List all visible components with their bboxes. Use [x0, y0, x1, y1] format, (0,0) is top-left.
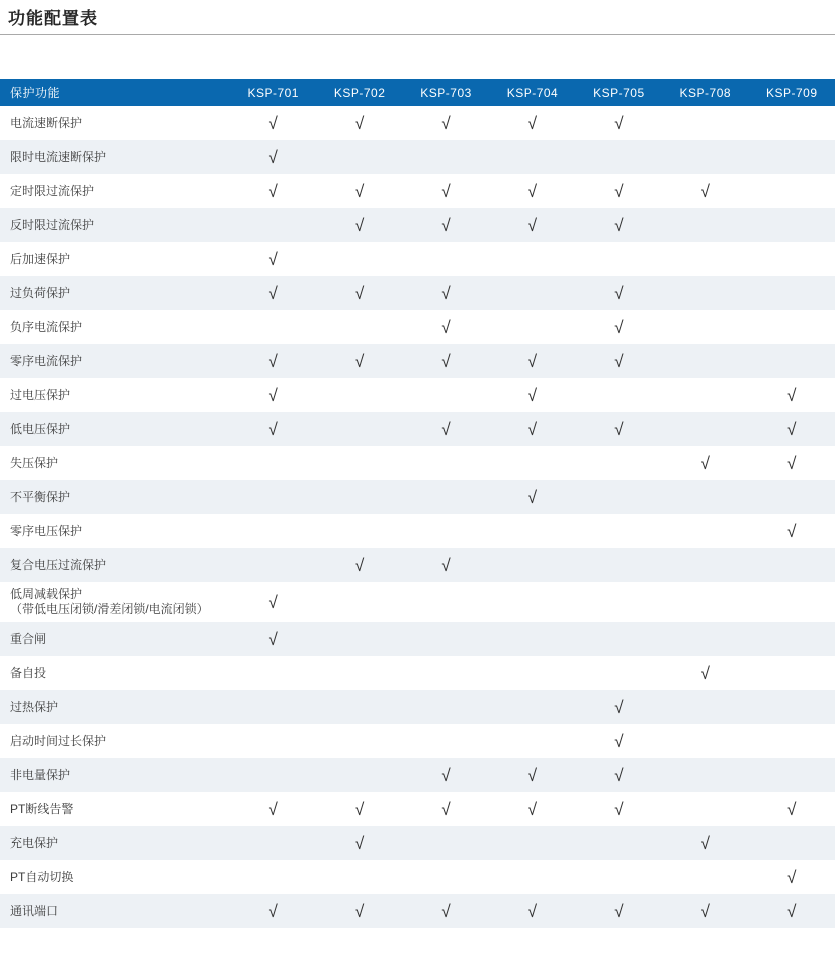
check-cell-checked: [403, 801, 489, 818]
row-label-cell: [0, 150, 230, 165]
check-mark-icon: √: [354, 901, 365, 921]
row-label-cell: [0, 320, 230, 335]
check-cell-checked: [749, 801, 835, 818]
check-cell-checked: [230, 594, 316, 611]
check-cell-checked: [576, 285, 662, 302]
row-label-cell: [0, 218, 230, 233]
table-row: [0, 310, 835, 344]
check-mark-icon: √: [441, 901, 451, 921]
row-label-cell: [0, 632, 230, 647]
check-mark-icon: √: [268, 147, 278, 167]
check-mark-icon: √: [268, 901, 278, 921]
row-label-cell: [0, 734, 230, 749]
row-label: 复合电压过流保护: [10, 557, 107, 572]
row-label: 充电保护: [10, 835, 59, 850]
check-mark-icon: √: [441, 113, 451, 133]
page-title: 功能配置表: [8, 9, 98, 28]
check-cell-checked: [662, 665, 748, 682]
table-row: [0, 622, 835, 656]
check-mark-icon: √: [441, 215, 451, 235]
row-label-cell: [0, 116, 230, 131]
column-header-model: KSP-704: [506, 85, 559, 100]
check-cell-checked: [749, 903, 835, 920]
check-cell-checked: [576, 217, 662, 234]
table-header-row: [0, 79, 835, 106]
column-header-protection-function: 保护功能: [10, 86, 61, 100]
check-cell-checked: [662, 183, 748, 200]
table-row: [0, 208, 835, 242]
table-row: [0, 826, 835, 860]
table-row: [0, 174, 835, 208]
check-mark-icon: √: [527, 901, 538, 921]
check-cell-checked: [403, 285, 489, 302]
check-cell-checked: [576, 801, 662, 818]
table-row: [0, 480, 835, 514]
check-cell-checked: [576, 767, 662, 784]
row-label: 限时电流速断保护: [10, 149, 107, 164]
check-cell-checked: [489, 183, 575, 200]
check-cell-checked: [403, 421, 489, 438]
check-cell-checked: [489, 421, 575, 438]
table-row: [0, 656, 835, 690]
check-cell-checked: [403, 183, 489, 200]
check-mark-icon: √: [614, 283, 624, 303]
table-row: [0, 548, 835, 582]
row-label: 定时限过流保护: [10, 183, 95, 198]
check-cell-checked: [749, 869, 835, 886]
check-mark-icon: √: [441, 181, 451, 201]
check-mark-icon: √: [700, 453, 710, 473]
check-cell-checked: [316, 115, 402, 132]
row-label-cell: [0, 802, 230, 817]
check-cell-checked: [576, 699, 662, 716]
check-cell-checked: [316, 183, 402, 200]
check-mark-icon: √: [527, 351, 538, 371]
table-row: [0, 344, 835, 378]
check-mark-icon: √: [527, 113, 538, 133]
row-label: 过电压保护: [10, 387, 71, 402]
check-mark-icon: √: [268, 181, 278, 201]
check-mark-icon: √: [268, 249, 278, 269]
table-row: [0, 276, 835, 310]
check-cell-checked: [403, 903, 489, 920]
check-mark-icon: √: [787, 867, 797, 887]
table-row: [0, 242, 835, 276]
check-mark-icon: √: [354, 181, 365, 201]
row-label: 反时限过流保护: [10, 217, 95, 232]
row-label-cell: [0, 558, 230, 573]
check-mark-icon: √: [614, 419, 624, 439]
row-label-cell: [0, 870, 230, 885]
check-mark-icon: √: [354, 555, 365, 575]
check-mark-icon: √: [441, 351, 451, 371]
check-mark-icon: √: [441, 799, 451, 819]
check-mark-icon: √: [527, 419, 538, 439]
check-mark-icon: √: [354, 799, 365, 819]
check-mark-icon: √: [354, 215, 365, 235]
check-cell-checked: [230, 801, 316, 818]
table-row: [0, 412, 835, 446]
check-mark-icon: √: [441, 555, 451, 575]
check-cell-checked: [230, 285, 316, 302]
check-mark-icon: √: [700, 901, 710, 921]
check-cell-checked: [576, 319, 662, 336]
function-config-table: [0, 79, 835, 928]
check-cell-checked: [230, 421, 316, 438]
check-mark-icon: √: [614, 181, 624, 201]
check-mark-icon: √: [614, 697, 624, 717]
row-label: 启动时间过长保护: [10, 733, 107, 748]
row-label: 备自投: [10, 665, 47, 680]
column-header-model: KSP-709: [765, 85, 818, 100]
check-mark-icon: √: [614, 113, 624, 133]
row-label-cell: [0, 490, 230, 505]
row-label: 零序电压保护: [10, 523, 83, 538]
check-mark-icon: √: [527, 181, 538, 201]
table-row: [0, 106, 835, 140]
check-mark-icon: √: [614, 731, 624, 751]
table-row: [0, 378, 835, 412]
check-cell-checked: [316, 217, 402, 234]
check-mark-icon: √: [614, 901, 624, 921]
check-mark-icon: √: [354, 833, 365, 853]
check-cell-checked: [489, 217, 575, 234]
check-mark-icon: √: [614, 799, 624, 819]
check-mark-icon: √: [787, 419, 797, 439]
table-row: [0, 690, 835, 724]
column-header-model: KSP-705: [593, 85, 645, 100]
table-row: [0, 860, 835, 894]
check-cell-checked: [489, 387, 575, 404]
check-cell-checked: [489, 903, 575, 920]
check-mark-icon: √: [700, 181, 710, 201]
check-mark-icon: √: [787, 901, 797, 921]
check-cell-checked: [230, 903, 316, 920]
row-label: 低电压保护: [10, 421, 71, 436]
check-cell-checked: [749, 455, 835, 472]
check-cell-checked: [230, 149, 316, 166]
check-cell-checked: [316, 801, 402, 818]
check-mark-icon: √: [614, 351, 624, 371]
check-mark-icon: √: [268, 629, 278, 649]
check-mark-icon: √: [614, 317, 624, 337]
check-mark-icon: √: [527, 385, 538, 405]
check-cell-checked: [749, 421, 835, 438]
check-mark-icon: √: [787, 799, 797, 819]
row-label-cell: [0, 286, 230, 301]
check-mark-icon: √: [787, 385, 797, 405]
row-label: 电流速断保护: [10, 115, 83, 130]
check-mark-icon: √: [527, 215, 538, 235]
check-cell-checked: [316, 903, 402, 920]
row-label-cell: [0, 587, 230, 617]
check-mark-icon: √: [268, 113, 278, 133]
row-label-cell: [0, 184, 230, 199]
row-label-cell: [0, 252, 230, 267]
check-cell-checked: [230, 251, 316, 268]
check-cell-checked: [316, 353, 402, 370]
row-label: 非电量保护: [10, 767, 71, 782]
check-mark-icon: √: [354, 351, 365, 371]
page: [0, 9, 835, 960]
check-cell-checked: [316, 835, 402, 852]
row-sublabel: （带低电压闭锁/滑差闭锁/电流闭锁）: [10, 602, 209, 616]
check-cell-checked: [403, 557, 489, 574]
check-cell-checked: [662, 455, 748, 472]
table-row: [0, 724, 835, 758]
row-label: 负序电流保护: [10, 319, 83, 334]
row-label-cell: [0, 524, 230, 539]
table-row: [0, 514, 835, 548]
row-label-cell: [0, 666, 230, 681]
check-cell-checked: [576, 421, 662, 438]
row-label-cell: [0, 904, 230, 919]
check-mark-icon: √: [700, 663, 710, 683]
check-cell-checked: [489, 801, 575, 818]
check-mark-icon: √: [614, 215, 624, 235]
row-label: 通讯端口: [10, 903, 59, 918]
check-cell-checked: [403, 115, 489, 132]
row-label: 过负荷保护: [10, 285, 71, 300]
check-mark-icon: √: [527, 799, 538, 819]
check-cell-checked: [230, 353, 316, 370]
check-cell-checked: [230, 115, 316, 132]
row-label: PT自动切换: [10, 869, 74, 884]
check-cell-checked: [403, 319, 489, 336]
table-row: [0, 792, 835, 826]
table-row: [0, 446, 835, 480]
row-label: 重合闸: [10, 631, 47, 646]
check-mark-icon: √: [268, 592, 278, 612]
check-cell-checked: [662, 835, 748, 852]
check-cell-checked: [489, 115, 575, 132]
row-label-cell: [0, 422, 230, 437]
check-cell-checked: [230, 387, 316, 404]
check-cell-checked: [662, 903, 748, 920]
row-label-cell: [0, 388, 230, 403]
check-cell-checked: [489, 767, 575, 784]
check-mark-icon: √: [441, 317, 451, 337]
row-label: 低周减载保护: [10, 587, 83, 601]
check-cell-checked: [576, 183, 662, 200]
check-mark-icon: √: [354, 113, 365, 133]
table-row: [0, 894, 835, 928]
check-cell-checked: [316, 285, 402, 302]
check-cell-checked: [489, 489, 575, 506]
column-header-model: KSP-708: [679, 85, 732, 100]
check-cell-checked: [230, 631, 316, 648]
row-label-cell: [0, 700, 230, 715]
check-mark-icon: √: [354, 283, 365, 303]
table-row: [0, 140, 835, 174]
check-cell-checked: [749, 387, 835, 404]
column-header-model: KSP-702: [333, 85, 386, 100]
check-cell-checked: [749, 523, 835, 540]
check-mark-icon: √: [787, 453, 797, 473]
row-label-cell: [0, 456, 230, 471]
check-cell-checked: [403, 767, 489, 784]
check-mark-icon: √: [527, 487, 538, 507]
check-cell-checked: [576, 903, 662, 920]
check-mark-icon: √: [700, 833, 710, 853]
check-cell-checked: [576, 733, 662, 750]
table-row: [0, 582, 835, 622]
row-label: 后加速保护: [10, 251, 71, 266]
check-mark-icon: √: [268, 799, 278, 819]
check-mark-icon: √: [527, 765, 538, 785]
column-header-model: KSP-701: [247, 85, 299, 100]
check-cell-checked: [316, 557, 402, 574]
row-label: 不平衡保护: [10, 489, 71, 504]
check-mark-icon: √: [441, 765, 451, 785]
table-row: [0, 758, 835, 792]
check-cell-checked: [489, 353, 575, 370]
check-mark-icon: √: [787, 521, 797, 541]
check-mark-icon: √: [441, 283, 451, 303]
check-cell-checked: [230, 183, 316, 200]
check-cell-checked: [576, 115, 662, 132]
check-mark-icon: √: [268, 351, 278, 371]
row-label-cell: [0, 836, 230, 851]
check-cell-checked: [403, 353, 489, 370]
check-cell-checked: [403, 217, 489, 234]
row-label: 失压保护: [10, 455, 59, 470]
column-header-model: KSP-703: [420, 85, 472, 100]
title-divider: [0, 34, 835, 35]
check-mark-icon: √: [268, 283, 278, 303]
check-cell-checked: [576, 353, 662, 370]
row-label-cell: [0, 768, 230, 783]
table-body: [0, 106, 835, 928]
check-mark-icon: √: [614, 765, 624, 785]
check-mark-icon: √: [268, 385, 278, 405]
row-label: 零序电流保护: [10, 353, 83, 368]
row-label: 过热保护: [10, 699, 59, 714]
check-mark-icon: √: [268, 419, 278, 439]
row-label: PT断线告警: [10, 801, 74, 816]
check-mark-icon: √: [441, 419, 451, 439]
row-label-cell: [0, 354, 230, 369]
